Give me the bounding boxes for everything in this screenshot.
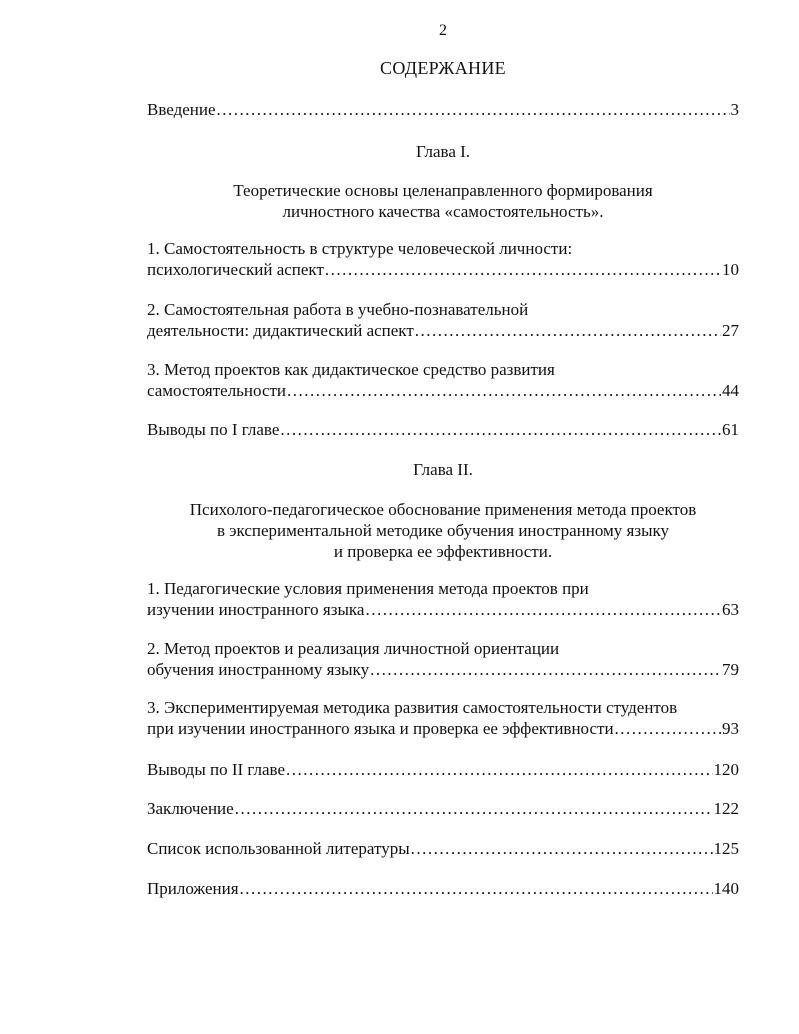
toc-entry-page: 140 — [713, 879, 739, 898]
chapter-1-heading: Глава I. — [415, 142, 471, 161]
toc-title: СОДЕРЖАНИЕ — [380, 58, 506, 78]
toc-entry-label: Заключение — [147, 799, 234, 818]
toc-entry-label: Список использованной литературы — [147, 839, 410, 858]
toc-entry-page: 63 — [722, 600, 739, 619]
toc-entry-first-line: 2. Самостоятельная работа в учебно-познавательной — [147, 300, 529, 319]
dot-leader — [411, 838, 713, 859]
chapter-2-subtitle-line: и проверка ее эффективности. — [333, 542, 553, 561]
page-number: 2 — [439, 22, 447, 39]
dot-leader — [235, 798, 713, 819]
toc-entry-page: 10 — [722, 260, 739, 279]
toc-entry-2-3[interactable] — [147, 697, 739, 739]
chapter-2-heading: Глава II. — [413, 460, 473, 479]
toc-entry-first-line: 1. Самостоятельность в структуре человеческой личности: — [147, 239, 573, 258]
dot-leader — [365, 599, 721, 620]
toc-entry-chapter-1-conclusions[interactable] — [147, 419, 739, 440]
toc-entry-page: 61 — [722, 420, 739, 439]
toc-entry-label: деятельности: дидактический аспект — [147, 321, 414, 340]
toc-entry-intro[interactable] — [147, 99, 739, 120]
chapter-1-subtitle — [0, 180, 799, 222]
toc-entry-appendices[interactable] — [147, 878, 739, 899]
toc-entry-1-1[interactable] — [147, 238, 739, 280]
toc-entry-first-line: 3. Экспериментируемая методика развития самостоятельности студентов — [147, 698, 678, 717]
dot-leader — [286, 759, 712, 780]
toc-entry-first-line: 2. Метод проектов и реализация личностной ориентации — [147, 639, 560, 658]
dot-leader — [280, 419, 721, 440]
dot-leader — [615, 718, 721, 739]
dot-leader — [370, 659, 721, 680]
toc-entry-page: 3 — [730, 100, 739, 119]
dot-leader — [287, 380, 721, 401]
toc-entry-conclusion[interactable] — [147, 798, 739, 819]
toc-entry-page: 120 — [713, 760, 739, 779]
toc-entry-1-3[interactable] — [147, 359, 739, 401]
toc-entry-references[interactable] — [147, 838, 739, 859]
chapter-1-subtitle-line: личностного качества «самостоятельность». — [282, 202, 604, 221]
toc-entry-1-2[interactable] — [147, 299, 739, 341]
toc-entry-page: 79 — [722, 660, 739, 679]
toc-entry-label: Приложения — [147, 879, 239, 898]
toc-entry-first-line: 3. Метод проектов как дидактическое средство развития — [147, 360, 555, 379]
toc-entry-page: 122 — [713, 799, 739, 818]
toc-entry-page: 125 — [713, 839, 739, 858]
toc-entry-2-2[interactable] — [147, 638, 739, 680]
toc-entry-page: 27 — [722, 321, 739, 340]
toc-entry-chapter-2-conclusions[interactable] — [147, 759, 739, 780]
toc-entry-page: 93 — [722, 719, 739, 738]
chapter-1-subtitle-line: Теоретические основы целенаправленного формирования — [233, 181, 653, 200]
toc-entry-label: Введение — [147, 100, 216, 119]
toc-entry-2-1[interactable] — [147, 578, 739, 620]
toc-entry-first-line: 1. Педагогические условия применения метода проектов при — [147, 579, 589, 598]
toc-entry-label: самостоятельности — [147, 381, 287, 400]
toc-entry-label: изучении иностранного языка — [147, 600, 365, 619]
chapter-2-subtitle-line: Психолого-педагогическое обоснование применения метода проектов — [189, 500, 697, 519]
dot-leader — [217, 99, 730, 120]
chapter-2-subtitle — [0, 499, 799, 562]
toc-entry-label: при изучении иностранного языка и проверка ее эффективности — [147, 719, 614, 738]
toc-entry-label: обучения иностранному языку — [147, 660, 370, 679]
dot-leader — [325, 259, 721, 280]
toc-entry-label: Выводы по II главе — [147, 760, 286, 779]
toc-entry-label: психологический аспект — [147, 260, 324, 279]
chapter-2-subtitle-line: в экспериментальной методике обучения иностранному языку — [216, 521, 670, 540]
toc-entry-label: Выводы по I главе — [147, 420, 280, 439]
dot-leader — [415, 320, 721, 341]
toc-entry-page: 44 — [722, 381, 739, 400]
dot-leader — [240, 878, 713, 899]
